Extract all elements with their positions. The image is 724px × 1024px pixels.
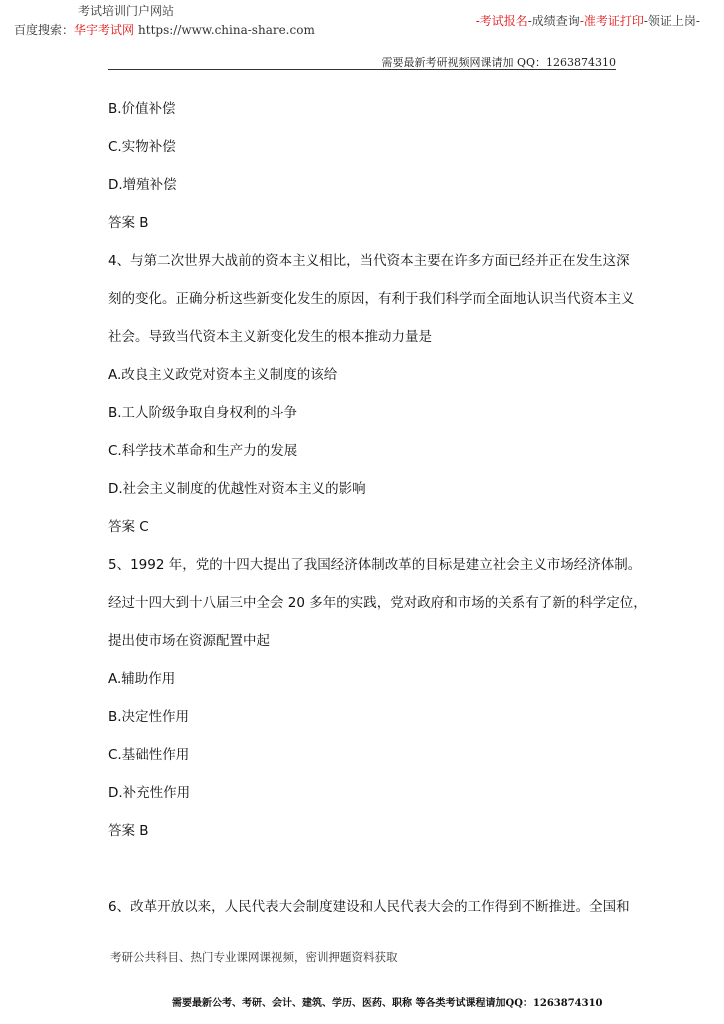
- question-line: 经过十四大到十八届三中全会 20 多年的实践，党对政府和市场的关系有了新的科学定位，: [108, 595, 647, 611]
- question-line: 提出使市场在资源配置中起: [108, 633, 270, 649]
- option-line: B.工人阶级争取自身权利的斗争: [108, 405, 298, 421]
- answer-line: 答案 B: [108, 215, 149, 231]
- footer-contact: 需要最新公考、考研、会计、建筑、学历、医药、职称 等各类考试课程请加QQ：1263874310: [172, 998, 603, 1009]
- answer-line: 答案 C: [108, 519, 149, 535]
- qq-note: 需要最新考研视频网课请加 QQ：1263874310: [381, 56, 616, 69]
- link-score-query[interactable]: -成绩查询: [527, 14, 580, 28]
- search-keyword[interactable]: 华宇考试网: [74, 23, 135, 37]
- link-certificate[interactable]: -领证上岗-: [643, 14, 700, 28]
- question-line: 社会。导致当代资本主义新变化发生的根本推动力量是: [108, 329, 432, 345]
- header-links: [476, 12, 700, 29]
- question-line: 刻的变化。正确分析这些新变化发生的原因，有利于我们科学而全面地认识当代资本主义: [108, 291, 635, 307]
- option-line: A.改良主义政党对资本主义制度的该给: [108, 367, 338, 383]
- question-line: 5、1992 年，党的十四大提出了我国经济体制改革的目标是建立社会主义市场经济体制。: [108, 557, 642, 573]
- header-divider: [108, 69, 616, 70]
- option-line: C.实物补偿: [108, 139, 176, 155]
- link-exam-registration[interactable]: -考试报名: [475, 14, 528, 28]
- link-admission-ticket[interactable]: -准考证打印: [579, 14, 644, 28]
- option-line: D.增殖补偿: [108, 177, 177, 193]
- option-line: C.科学技术革命和生产力的发展: [108, 443, 298, 459]
- option-line: B.决定性作用: [108, 709, 190, 725]
- site-url[interactable]: https://www.china-share.com: [138, 23, 315, 37]
- option-line: C.基础性作用: [108, 747, 190, 763]
- option-line: A.辅助作用: [108, 671, 176, 687]
- search-prefix: 百度搜索：: [14, 23, 75, 37]
- footer-note: 考研公共科目、热门专业课网课视频，密训押题资料获取: [110, 950, 398, 964]
- search-hint: [14, 21, 315, 38]
- option-line: D.社会主义制度的优越性对资本主义的影响: [108, 481, 366, 497]
- question-line: 4、与第二次世界大战前的资本主义相比，当代资本主要在许多方面已经并正在发生这深: [108, 253, 630, 269]
- option-line: D.补充性作用: [108, 785, 191, 801]
- site-name: 考试培训门户网站: [78, 4, 175, 18]
- option-line: B.价值补偿: [108, 101, 176, 117]
- question-line: 6、改革开放以来，人民代表大会制度建设和人民代表大会的工作得到不断推进。全国和: [108, 899, 630, 915]
- answer-line: 答案 B: [108, 823, 149, 839]
